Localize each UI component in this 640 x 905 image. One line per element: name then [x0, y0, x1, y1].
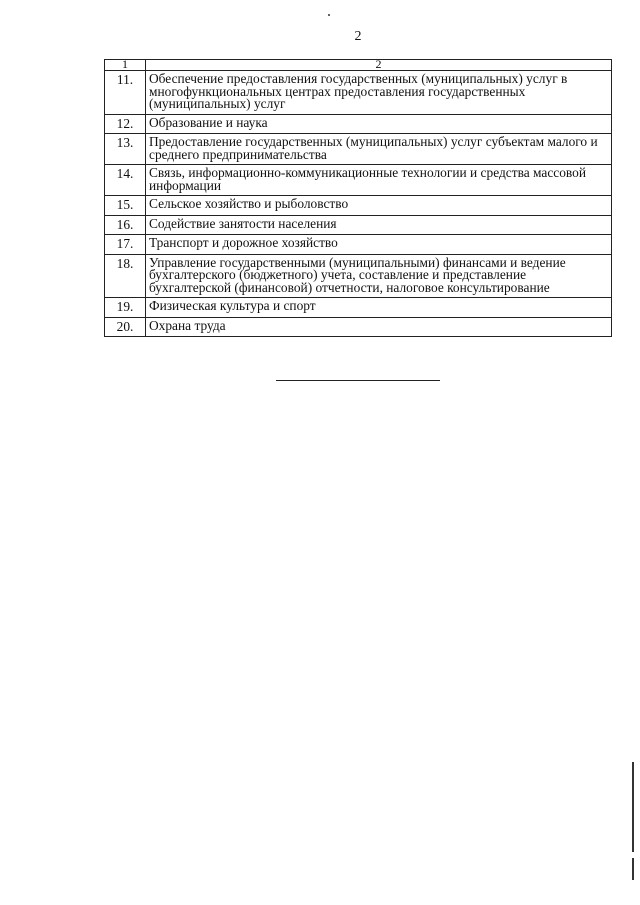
row-number: 13. [105, 134, 146, 165]
scan-speck [328, 14, 330, 16]
row-text: Охрана труда [146, 317, 612, 337]
row-number: 11. [105, 71, 146, 115]
table-row [105, 235, 612, 255]
row-text: Связь, информационно-коммуникационные технологии и средства массовой информации [146, 165, 612, 196]
row-text: Образование и наука [146, 114, 612, 134]
row-text: Транспорт и дорожное хозяйство [146, 235, 612, 255]
scan-edge-mark [632, 762, 634, 852]
row-text: Обеспечение предоставления государственных (муниципальных) услуг в многофункциональных центрах предоставления государственных (муниципальных) услуг [146, 71, 612, 115]
table-row [105, 215, 612, 235]
page-number: 2 [354, 29, 362, 44]
column-number-header: 1 [105, 60, 146, 71]
row-text: Содействие занятости населения [146, 215, 612, 235]
table-row [105, 196, 612, 216]
table-row [105, 317, 612, 337]
row-number: 14. [105, 165, 146, 196]
row-number: 19. [105, 298, 146, 318]
row-number: 18. [105, 254, 146, 298]
row-number: 16. [105, 215, 146, 235]
table-row [105, 298, 612, 318]
activity-table [104, 59, 612, 337]
row-number: 12. [105, 114, 146, 134]
row-text: Сельское хозяйство и рыболовство [146, 196, 612, 216]
closing-rule [276, 380, 440, 381]
table-row [105, 134, 612, 165]
table-header-row [105, 60, 612, 71]
row-number: 20. [105, 317, 146, 337]
row-text: Физическая культура и спорт [146, 298, 612, 318]
row-text: Предоставление государственных (муниципальных) услуг субъектам малого и среднего предпринимательства [146, 134, 612, 165]
row-text: Управление государственными (муниципальными) финансами и ведение бухгалтерского (бюджетного) учета, составление и представление бухгалтерской (финансовой) отчетности, налоговое консультирование [146, 254, 612, 298]
column-text-header: 2 [146, 60, 612, 71]
scan-edge-mark [632, 858, 634, 880]
table-row [105, 114, 612, 134]
table-row [105, 254, 612, 298]
row-number: 15. [105, 196, 146, 216]
table-row [105, 165, 612, 196]
table-row [105, 71, 612, 115]
row-number: 17. [105, 235, 146, 255]
